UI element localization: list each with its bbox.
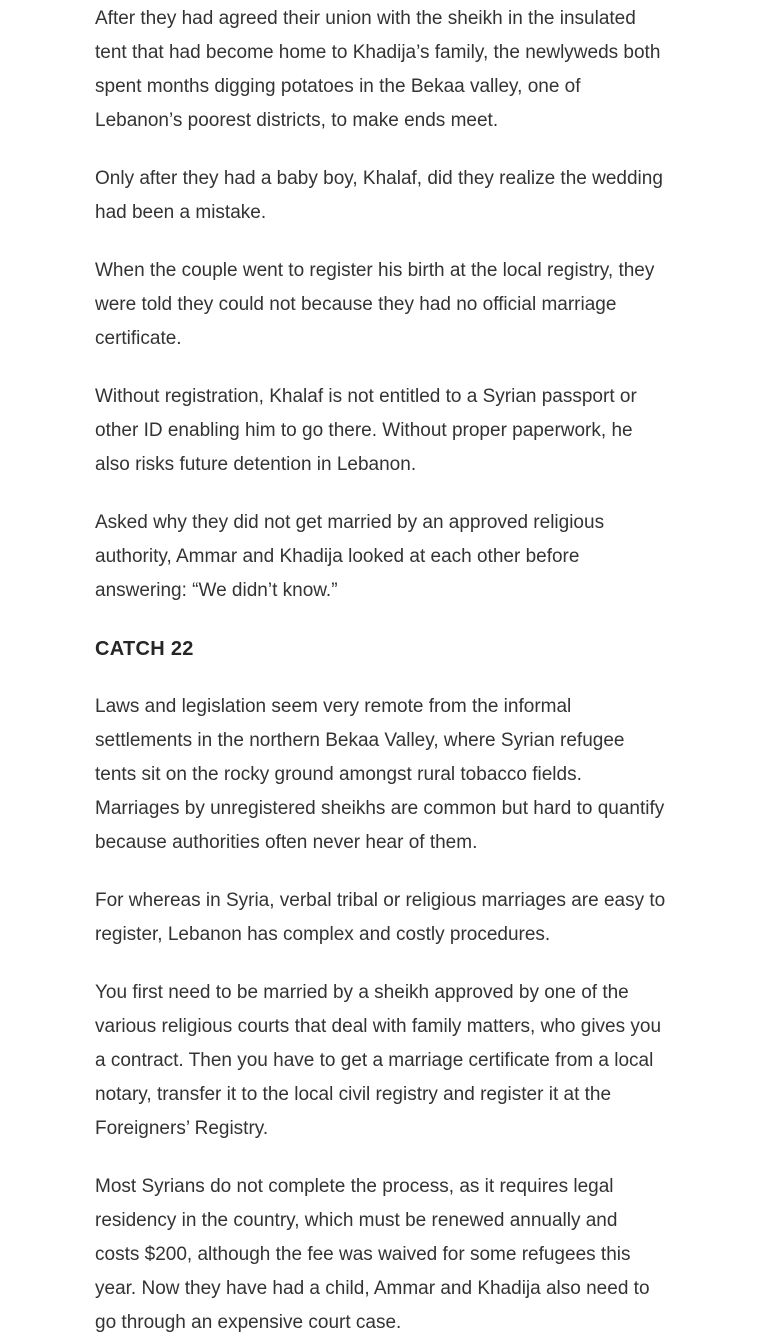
paragraph-line: answering: “We didn’t know.” [95, 580, 338, 601]
paragraph [95, 690, 707, 860]
paragraph-line: a contract. Then you have to get a marriage certificate from a local [95, 1050, 654, 1071]
paragraph-line: costs $200, although the fee was waived for some refugees this [95, 1244, 631, 1265]
paragraph [95, 884, 707, 952]
paragraph [95, 254, 707, 356]
paragraph-line: spent months digging potatoes in the Bekaa valley, one of [95, 76, 581, 97]
paragraph-line: Without registration, Khalaf is not entitled to a Syrian passport or [95, 386, 637, 407]
paragraph-line: were told they could not because they had no official marriage [95, 294, 617, 315]
paragraph [95, 1170, 707, 1340]
paragraph [95, 976, 707, 1146]
paragraph [95, 162, 707, 230]
paragraph-line: also risks future detention in Lebanon. [95, 454, 417, 475]
paragraph-line: year. Now they have had a child, Ammar and Khadija also need to [95, 1278, 650, 1299]
paragraph-line: When the couple went to register his birth at the local registry, they [95, 260, 655, 281]
paragraph-line: certificate. [95, 328, 182, 349]
paragraph [95, 380, 707, 482]
paragraph-line: tent that had become home to Khadija’s family, the newlyweds both [95, 42, 661, 63]
paragraph-line: tents sit on the rocky ground amongst rural tobacco fields. [95, 764, 582, 785]
paragraph-line: settlements in the northern Bekaa Valley, where Syrian refugee [95, 730, 625, 751]
paragraph-line: Most Syrians do not complete the process, as it requires legal [95, 1176, 614, 1197]
paragraph-line: had been a mistake. [95, 202, 267, 223]
paragraph-line: After they had agreed their union with the sheikh in the insulated [95, 8, 636, 29]
paragraph-line: register, Lebanon has complex and costly procedures. [95, 924, 551, 945]
paragraph [95, 506, 707, 608]
paragraph-line: Marriages by unregistered sheikhs are common but hard to quantify [95, 798, 665, 819]
paragraph-line: authority, Ammar and Khadija looked at each other before [95, 546, 580, 567]
paragraph-line: because authorities often never hear of them. [95, 832, 478, 853]
paragraph-line: various religious courts that deal with family matters, who gives you [95, 1016, 662, 1037]
paragraph-line: Foreigners’ Registry. [95, 1118, 269, 1139]
paragraph-line: Lebanon’s poorest districts, to make ends meet. [95, 110, 499, 131]
paragraph-line: Asked why they did not get married by an approved religious [95, 512, 605, 533]
paragraph-line: You first need to be married by a sheikh approved by one of the [95, 982, 629, 1003]
section-heading: CATCH 22 [95, 638, 194, 660]
paragraph-line: go through an expensive court case. [95, 1312, 402, 1333]
paragraph-line: For whereas in Syria, verbal tribal or religious marriages are easy to [95, 890, 666, 911]
paragraph-line: Laws and legislation seem very remote from the informal [95, 696, 572, 717]
paragraph-line: notary, transfer it to the local civil registry and register it at the [95, 1084, 612, 1105]
paragraph-line: other ID enabling him to go there. Without proper paperwork, he [95, 420, 633, 441]
paragraph [95, 2, 707, 138]
paragraph-line: Only after they had a baby boy, Khalaf, did they realize the wedding [95, 168, 663, 189]
paragraph-line: residency in the country, which must be renewed annually and [95, 1210, 618, 1231]
